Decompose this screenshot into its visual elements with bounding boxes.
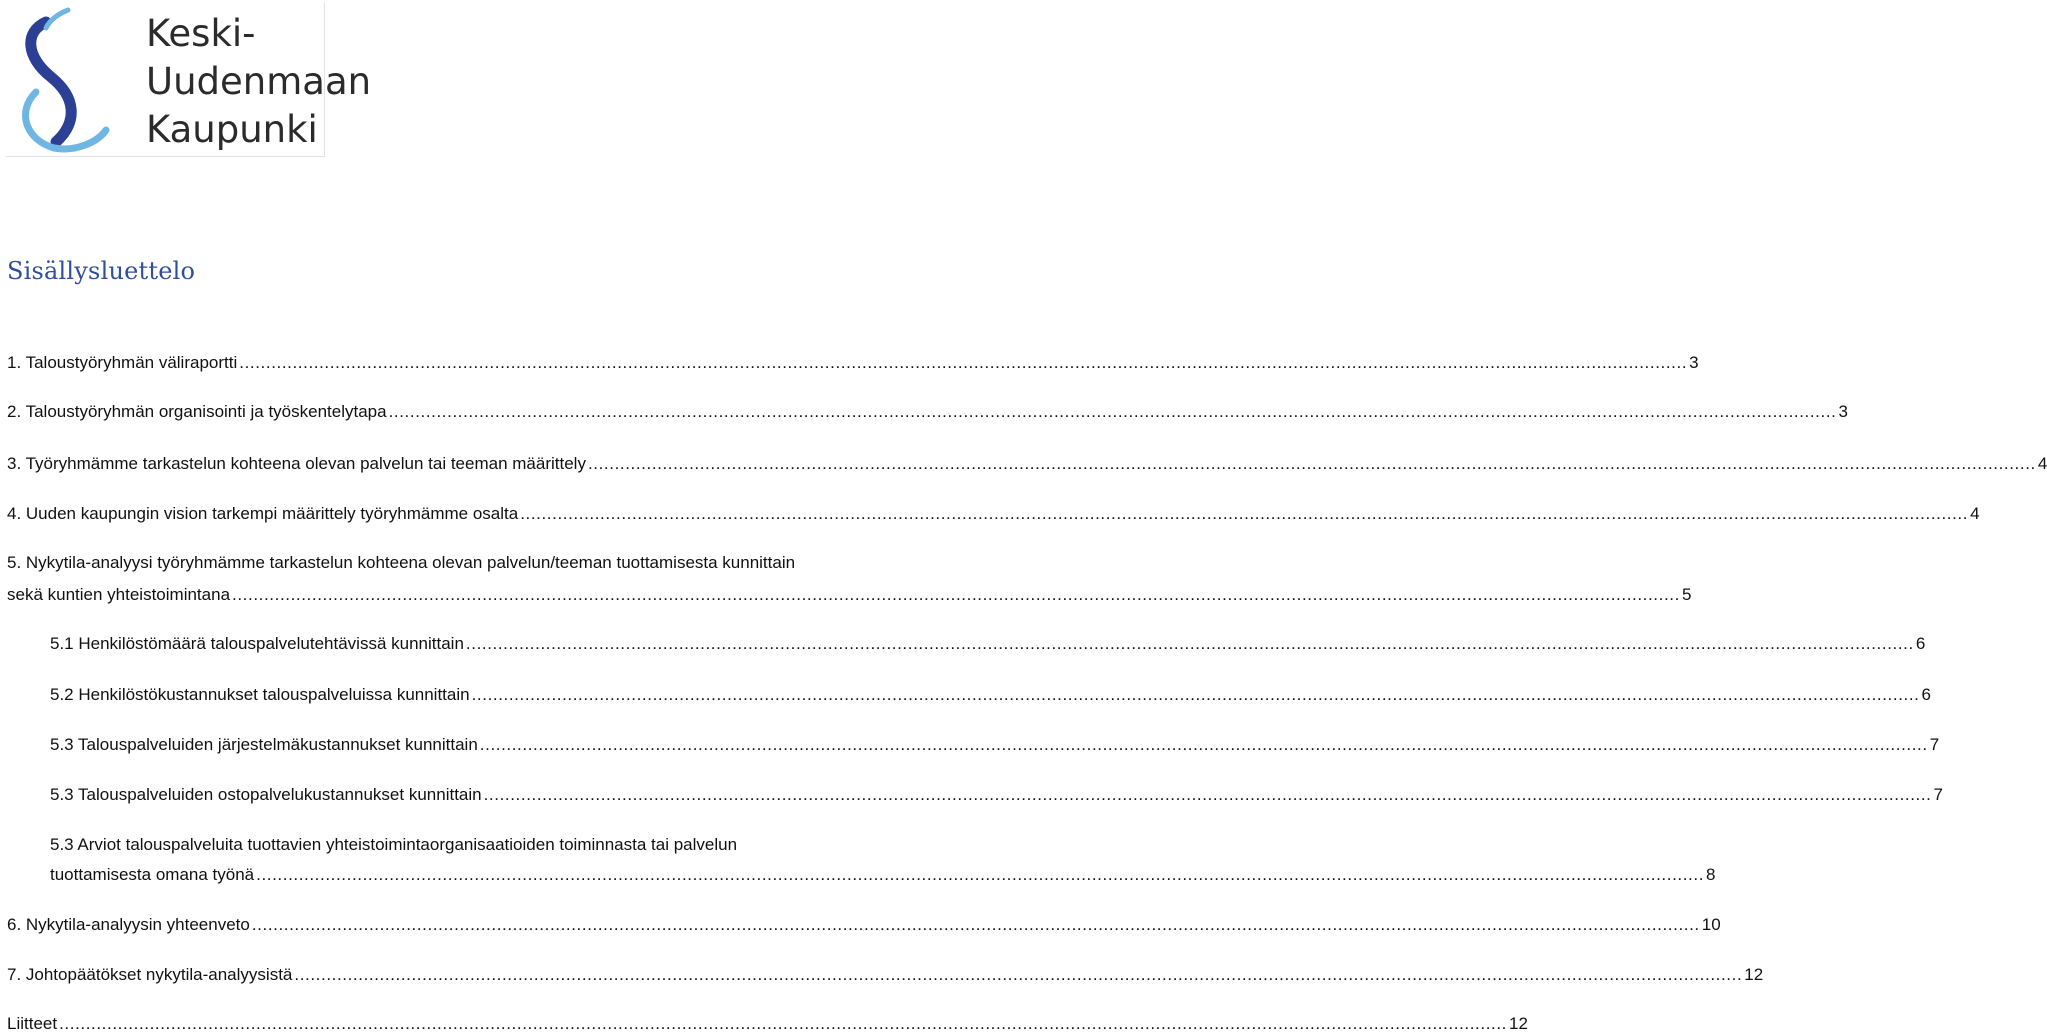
toc-entry-label: Liitteet bbox=[7, 1014, 58, 1033]
toc-entry-page: 3 bbox=[1838, 402, 1848, 421]
toc-leader-dots bbox=[520, 503, 1968, 525]
logo-line-2: Uudenmaan bbox=[146, 60, 372, 103]
toc-entry-3[interactable] bbox=[7, 453, 2047, 475]
toc-entry-label: 5.2 Henkilöstökustannukset talouspalveluissa kunnittain bbox=[50, 685, 470, 704]
toc-entry-label: sekä kuntien yhteistoimintana bbox=[7, 585, 231, 604]
toc-entry-page: 5 bbox=[1681, 585, 1692, 604]
toc-leader-dots bbox=[484, 784, 1932, 806]
toc-leader-dots bbox=[59, 1013, 1507, 1035]
toc-title: Sisällysluettelo bbox=[7, 257, 196, 285]
toc-entry-5-3c-line-1[interactable]: 5.3 Arviot talouspalveluita tuottavien yhteistoimintaorganisaatioiden toiminnasta tai palvelun bbox=[50, 835, 738, 854]
toc-entry-6[interactable] bbox=[7, 914, 1721, 936]
toc-entry-5-3c[interactable] bbox=[50, 864, 1716, 886]
toc-leader-dots bbox=[256, 864, 1704, 886]
toc-entry-5-3b[interactable] bbox=[50, 784, 1943, 806]
toc-entry-page: 3 bbox=[1689, 353, 1699, 372]
toc-entry-page: 12 bbox=[1509, 1014, 1528, 1033]
toc-entry-appendices[interactable] bbox=[7, 1013, 1528, 1035]
toc-entry-page: 6 bbox=[1921, 685, 1931, 704]
toc-leader-dots bbox=[294, 964, 1742, 986]
toc-entry-label: tuottamisesta omana työnä bbox=[50, 865, 255, 884]
toc-entry-5[interactable] bbox=[7, 584, 1692, 606]
toc-entry-label: 1. Taloustyöryhmän väliraportti bbox=[7, 353, 238, 372]
toc-entry-label: 7. Johtopäätökset nykytila-analyysistä bbox=[7, 965, 293, 984]
toc-entry-4[interactable] bbox=[7, 503, 1980, 525]
toc-entry-5-line-1[interactable]: 5. Nykytila-analyysi työryhmämme tarkastelun kohteena olevan palvelun/teeman tuottamisesta kunnittain bbox=[7, 553, 796, 572]
toc-entry-7[interactable] bbox=[7, 964, 1764, 986]
toc-entry-page: 6 bbox=[1915, 634, 1926, 653]
toc-leader-dots bbox=[252, 914, 1700, 936]
toc-entry-page: 8 bbox=[1706, 865, 1716, 884]
toc-entry-label: 5.3 Talouspalveluiden ostopalvelukustannukset kunnittain bbox=[50, 785, 482, 804]
toc-entry-5-3a[interactable] bbox=[50, 734, 1940, 756]
logo-line-3: Kaupunki bbox=[146, 108, 318, 151]
toc-entry-label: 2. Taloustyöryhmän organisointi ja työskentelytapa bbox=[7, 402, 387, 421]
toc-entry-page: 7 bbox=[1933, 785, 1943, 804]
toc-entry-label: 3. Työryhmämme tarkastelun kohteena olevan palvelun tai teeman määrittely bbox=[7, 454, 586, 473]
toc-leader-dots bbox=[389, 401, 1837, 423]
toc-leader-dots bbox=[232, 584, 1680, 606]
toc-leader-dots bbox=[480, 734, 1928, 756]
toc-entry-page: 10 bbox=[1701, 915, 1721, 934]
toc-entry-2[interactable] bbox=[7, 401, 1848, 423]
logo-line-1: Keski- bbox=[146, 12, 256, 55]
toc-entry-page: 7 bbox=[1929, 735, 1940, 754]
toc-entry-label: 6. Nykytila-analyysin yhteenveto bbox=[7, 915, 250, 934]
toc-entry-page: 4 bbox=[1970, 504, 1980, 523]
toc-entry-5-2[interactable] bbox=[50, 684, 1931, 706]
toc-leader-dots bbox=[472, 684, 1920, 706]
toc-leader-dots bbox=[466, 633, 1914, 655]
toc-entry-label: 5.3 Talouspalveluiden järjestelmäkustannukset kunnittain bbox=[50, 735, 478, 754]
toc-entry-page: 4 bbox=[2037, 454, 2047, 473]
toc-entry-label: 4. Uuden kaupungin vision tarkempi määrittely työryhmämme osalta bbox=[7, 504, 519, 523]
toc-entry-page: 12 bbox=[1744, 965, 1764, 984]
swirl-logo-icon bbox=[6, 2, 372, 156]
toc-entry-1[interactable] bbox=[7, 352, 1699, 374]
toc-leader-dots bbox=[239, 352, 1687, 374]
toc-entry-label: 5.1 Henkilöstömäärä talouspalvelutehtävissä kunnittain bbox=[50, 634, 464, 653]
toc-leader-dots bbox=[588, 453, 2036, 475]
toc-entry-5-1[interactable] bbox=[50, 633, 1926, 655]
city-logo bbox=[6, 2, 372, 157]
